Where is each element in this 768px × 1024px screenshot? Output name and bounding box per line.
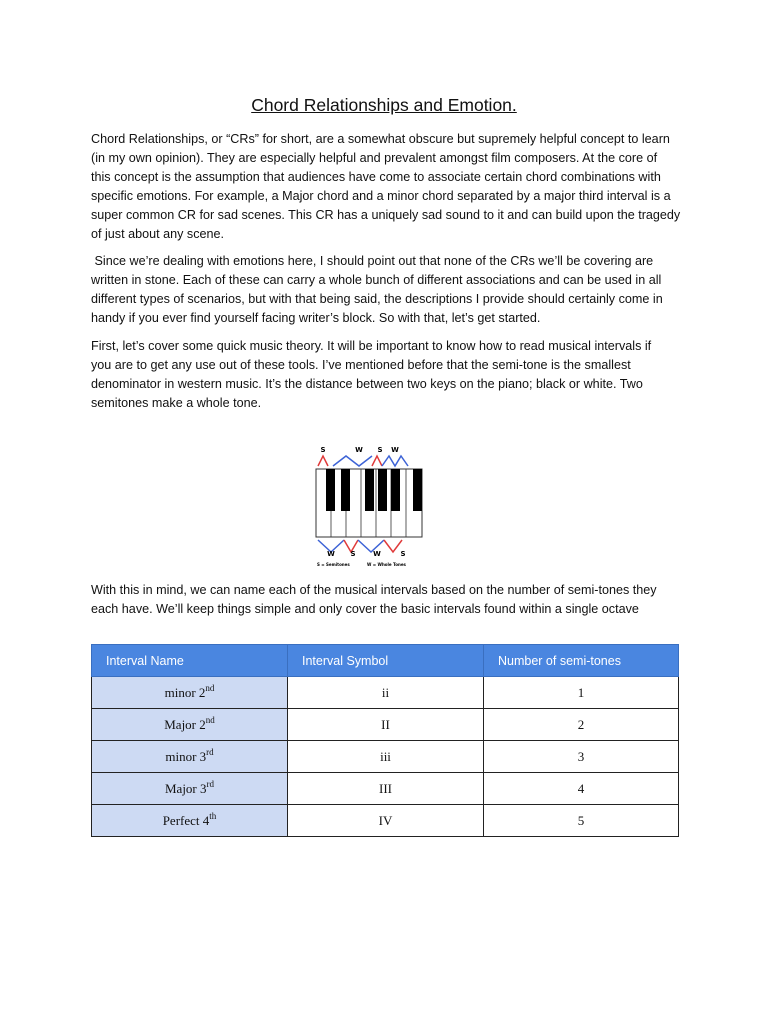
interval-symbol-cell: IV xyxy=(288,805,484,837)
top-arc-semitone-2 xyxy=(372,456,382,466)
interval-symbol-cell: II xyxy=(288,709,484,741)
column-header-semitones: Number of semi-tones xyxy=(484,645,679,677)
piano-intervals-figure xyxy=(313,444,428,570)
top-arc-whole-2 xyxy=(382,456,408,466)
text-line: super common CR for sad scenes. This CR has a uniquely sad sound to it and can build upon the tragedy xyxy=(91,208,681,222)
bottom-label-s1: S xyxy=(350,550,356,558)
table-row xyxy=(92,677,679,709)
interval-symbol-cell: ii xyxy=(288,677,484,709)
bottom-label-w1: W xyxy=(327,550,335,558)
semitones-cell: 5 xyxy=(484,805,679,837)
column-header-interval-symbol: Interval Symbol xyxy=(288,645,484,677)
text-line: semitones make a whole tone. xyxy=(91,396,262,410)
legend-whole-tones: W = Whole Tones xyxy=(367,562,406,567)
paragraph-emotions xyxy=(91,252,681,328)
interval-name-cell: Major 2nd xyxy=(92,709,288,741)
table-header-row xyxy=(92,645,679,677)
text-line: With this in mind, we can name each of the musical intervals based on the number of semi-tones they xyxy=(91,583,657,597)
top-label-w1: W xyxy=(355,446,363,454)
text-line: First, let’s cover some quick music theory. It will be important to know how to read musical intervals if xyxy=(91,339,652,353)
column-header-interval-name: Interval Name xyxy=(92,645,288,677)
text-line: you are to get any use out of these tools. I’ve mentioned before that the semi-tone is the smallest xyxy=(91,358,631,372)
interval-name-cell: minor 2nd xyxy=(92,677,288,709)
table-row xyxy=(92,741,679,773)
text-line: denominator in western music. It’s the distance between two keys on the piano; black or white. Two xyxy=(91,377,643,391)
piano-keyboard xyxy=(316,469,422,537)
interval-name-cell: Major 3rd xyxy=(92,773,288,805)
text-line: of just about any scene. xyxy=(91,227,225,241)
text-line: this concept is the assumption that audiences have come to associate certain chord combinations with xyxy=(91,170,661,184)
text-line: written in stone. Each of these can carry a whole bunch of different associations and can be used in all xyxy=(91,273,662,287)
semitones-cell: 4 xyxy=(484,773,679,805)
text-line: handy if you ever find yourself facing writer’s block. So with that, let’s get started. xyxy=(91,311,541,325)
interval-symbol-cell: iii xyxy=(288,741,484,773)
top-arc-semitone-1 xyxy=(318,456,328,466)
top-arc-whole-1 xyxy=(333,456,372,466)
top-label-w2: W xyxy=(391,446,399,454)
top-label-s1: S xyxy=(320,446,326,454)
table-row xyxy=(92,709,679,741)
paragraph-intervals xyxy=(91,581,681,619)
bottom-label-w2: W xyxy=(373,550,381,558)
legend-semitones: S = Semitones xyxy=(317,562,350,567)
paragraph-intro xyxy=(91,130,681,244)
interval-table xyxy=(91,644,679,837)
text-line: different types of scenarios, but with that being said, the descriptions I provide should certainly come in xyxy=(91,292,663,306)
top-label-s2: S xyxy=(377,446,383,454)
text-line: Chord Relationships, or “CRs” for short, are a somewhat obscure but supremely helpful concept to learn xyxy=(91,132,670,146)
text-line: each have. We’ll keep things simple and only cover the basic intervals found within a single octave xyxy=(91,602,639,616)
bottom-arc-semitone-2 xyxy=(384,540,402,552)
table-row xyxy=(92,805,679,837)
interval-name-cell: minor 3rd xyxy=(92,741,288,773)
table-row xyxy=(92,773,679,805)
page-title: Chord Relationships and Emotion. xyxy=(251,95,517,115)
text-line: Since we’re dealing with emotions here, I should point out that none of the CRs we’ll be covering are xyxy=(91,254,654,268)
paragraph-theory xyxy=(91,337,681,413)
text-line: specific emotions. For example, a Major chord and a minor chord separated by a major third interval is a xyxy=(91,189,671,203)
semitones-cell: 2 xyxy=(484,709,679,741)
semitones-cell: 3 xyxy=(484,741,679,773)
interval-name-cell: Perfect 4th xyxy=(92,805,288,837)
interval-symbol-cell: III xyxy=(288,773,484,805)
semitones-cell: 1 xyxy=(484,677,679,709)
bottom-label-s2: S xyxy=(400,550,406,558)
text-line: (in my own opinion). They are especially helpful and prevalent amongst film composers. At the core of xyxy=(91,151,658,165)
